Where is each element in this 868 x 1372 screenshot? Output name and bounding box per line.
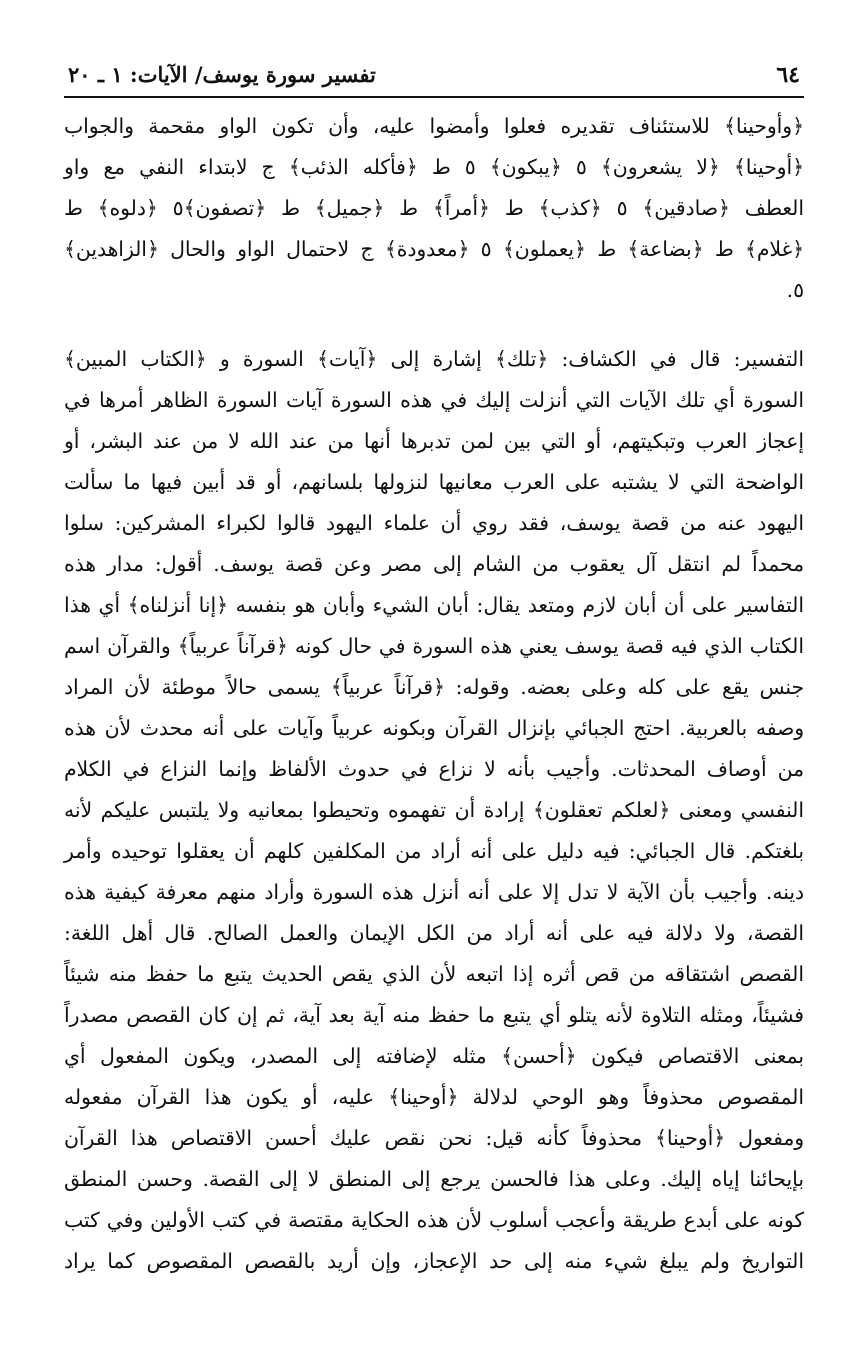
running-title: تفسير سورة يوسف/ الآيات: ١ ـ ٢٠ bbox=[68, 62, 376, 87]
text-line: ﴿وأوحينا﴾ للاستئناف تقديره فعلوا وأمضوا عليه، وأن تكون الواو مقحمة والجواب bbox=[64, 114, 804, 138]
text-line: ﴿غلام﴾ ط ﴿بضاعة﴾ ط ﴿يعملون﴾ ٥ ﴿معدودة﴾ ج لاحتمال الواو والحال ﴿الزاهدين﴾ bbox=[64, 237, 804, 261]
text-line: التفاسير على أن أبان لازم ومتعد يقال: أبان الشيء وأبان هو بنفسه ﴿إنا أنزلناه﴾ أي هذا bbox=[64, 593, 804, 617]
tafsir-paragraph bbox=[64, 339, 804, 1282]
text-line: القصة، ولا دلالة فيه على أنه أراد من الكل الإيمان والعمل الصالح. قال أهل اللغة: bbox=[64, 921, 804, 945]
text-line: فشيئاً، ومثله التلاوة لأنه يتلو أي يتبع ما حفظ منه آية بعد آية، ثم إن كان القصص مصدراً bbox=[64, 1003, 804, 1027]
text-line: ٥. bbox=[786, 278, 804, 302]
text-line: بإيحائنا إياه إليك. وعلى هذا فالحسن يرجع إلى المنطق لا إلى القصة. وحسن المنطق bbox=[64, 1167, 804, 1191]
text-line: من أوصاف المحدثات. وأجيب بأنه لا نزاع في حدوث الألفاظ وإنما النزاع في الكلام bbox=[64, 757, 804, 781]
text-line: بمعنى الاقتصاص فيكون ﴿أحسن﴾ مثله لإضافته إلى المصدر، ويكون المفعول أي bbox=[64, 1044, 804, 1068]
text-line: التواريخ ولم يبلغ شيء منه إلى حد الإعجاز، وإن أريد بالقصص المقصوص كما يراد bbox=[64, 1249, 804, 1273]
text-line: كونه على أبدع طريقة وأعجب أسلوب لأن هذه الحكاية مقتصة في كتب الأولين وفي كتب bbox=[64, 1208, 804, 1232]
text-line: الواضحة التي لا يشتبه على العرب معانيها لنزولها بلسانهم، أو قد أبين فيها ما سألت bbox=[64, 470, 804, 494]
text-line: المقصوص محذوفاً وهو الوحي لدلالة ﴿أوحينا﴾ عليه، أو يكون هذا القرآن مفعوله bbox=[64, 1085, 804, 1109]
text-line: إعجاز العرب وتبكيتهم، أو التي بين لمن تدبرها أنها من عند الله لا من عند البشر، أو bbox=[64, 429, 804, 453]
text-line: القصص اشتقاقه من قص أثره إذا اتبعه لأن الذي يقص الحديث يتبع ما حفظ منه شيئاً bbox=[64, 962, 804, 986]
text-line: ﴿أوحينا﴾ ﴿لا يشعرون﴾ ٥ ﴿يبكون﴾ ٥ ط ﴿فأكله الذئب﴾ ج لابتداء النفي مع واو bbox=[64, 155, 804, 179]
text-line: دينه. وأجيب بأن الآية لا تدل إلا على أنه أنزل هذه السورة وأراد منهم معرفة كيفية هذه bbox=[64, 880, 804, 904]
text-line: العطف ﴿صادقين﴾ ٥ ﴿كذب﴾ ط ﴿أمراً﴾ ط ﴿جميل﴾ ط ﴿تصفون﴾٥ ﴿دلوه﴾ ط bbox=[64, 196, 804, 220]
text-line: السورة أي تلك الآيات التي أنزلت إليك في هذه السورة آيات السورة الظاهر أمرها في bbox=[64, 388, 804, 412]
text-line: التفسير: قال في الكشاف: ﴿تلك﴾ إشارة إلى ﴿آيات﴾ السورة و ﴿الكتاب المبين﴾ bbox=[64, 347, 804, 371]
text-line: بلغتكم. قال الجبائي: فيه دليل على أنه أراد من المكلفين كلهم أن يعقلوا توحيده وأمر bbox=[64, 839, 804, 863]
text-line: الكتاب الذي فيه قصة يوسف يعني هذه السورة في حال كونه ﴿قرآناً عربياً﴾ والقرآن اسم bbox=[64, 634, 804, 658]
text-line: محمداً لم انتقل آل يعقوب من الشام إلى مصر وعن قصة يوسف. أقول: مدار هذه bbox=[64, 552, 804, 576]
text-line: جنس يقع على كله وعلى بعضه. وقوله: ﴿قرآناً عربياً﴾ يسمى حالاً موطئة لأن المراد bbox=[64, 675, 804, 699]
text-line: وصفه بالعربية. احتج الجبائي بإنزال القرآن وبكونه عربياً وآيات على أنه محدث لأن هذه bbox=[64, 716, 804, 740]
page-header bbox=[64, 60, 804, 98]
page-number: ٦٤ bbox=[776, 62, 800, 88]
waqf-paragraph bbox=[64, 106, 804, 311]
text-line: النفسي ومعنى ﴿لعلكم تعقلون﴾ إرادة أن تفهموه وتحيطوا بمعانيه ولا يلتبس عليكم لأنه bbox=[64, 798, 804, 822]
text-line: اليهود عنه من قصة يوسف، فقد روي أن علماء اليهود قالوا لكبراء المشركين: سلوا bbox=[64, 511, 804, 535]
text-line: ومفعول ﴿أوحينا﴾ محذوفاً كأنه قيل: نحن نقص عليك أحسن الاقتصاص هذا القرآن bbox=[64, 1126, 804, 1150]
